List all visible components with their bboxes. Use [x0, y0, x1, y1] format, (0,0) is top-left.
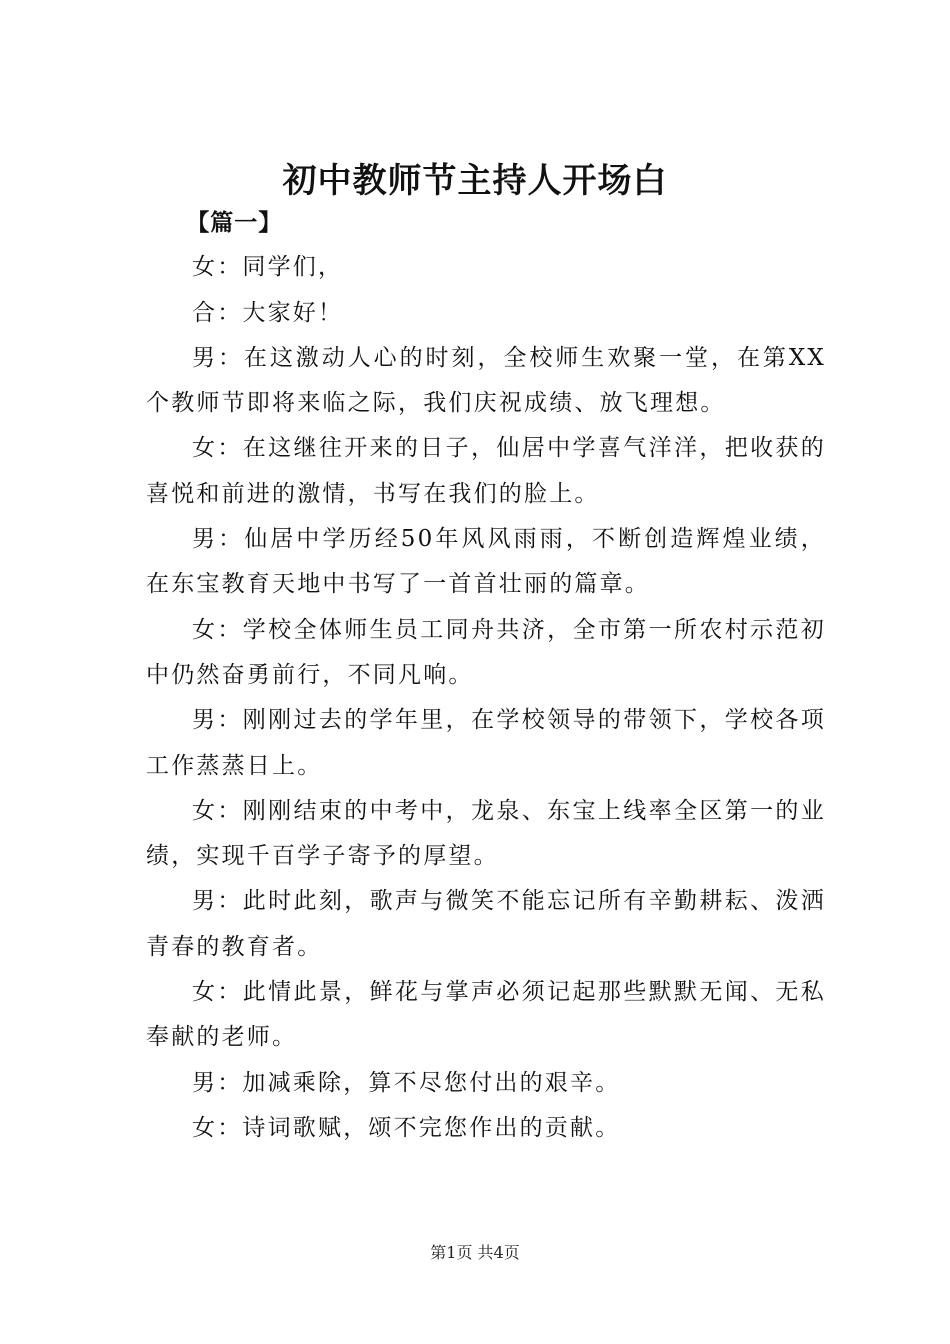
- paragraph: 女：诗词歌赋，颂不完您作出的贡献。: [192, 1114, 621, 1141]
- paragraph: 女：在这继往开来的日子，仙居中学喜气洋洋，把收获的喜悦和前进的激情，书写在我们的脸上。: [146, 435, 826, 507]
- paragraph: 男：刚刚过去的学年里，在学校领导的带领下，学校各项工作蒸蒸日上。: [146, 707, 826, 779]
- page-footer: 第1页 共4页: [430, 1243, 520, 1262]
- paragraph: 女：同学们，: [192, 254, 344, 281]
- paragraph: 男：加减乘除，算不尽您付出的艰辛。: [192, 1069, 621, 1096]
- paragraph: 女：学校全体师生员工同舟共济，全市第一所农村示范初中仍然奋勇前行，不同凡响。: [146, 616, 826, 688]
- paragraph: 男：此时此刻，歌声与微笑不能忘记所有辛勤耕耘、泼洒青春的教育者。: [146, 888, 826, 960]
- paragraph: 女：此情此景，鲜花与掌声必须记起那些默默无闻、无私奉献的老师。: [146, 979, 826, 1051]
- paragraph: 合：大家好！: [192, 299, 344, 326]
- paragraph: 男：仙居中学历经50年风风雨雨，不断创造辉煌业绩，在东宝教育天地中书写了一首首壮丽的篇章。: [146, 526, 826, 598]
- paragraph: 男：在这激动人心的时刻，全校师生欢聚一堂，在第XX个教师节即将来临之际，我们庆祝成绩、放飞理想。: [146, 344, 826, 417]
- section-label: 【篇一】: [186, 209, 283, 236]
- paragraph: 女：刚刚结束的中考中，龙泉、东宝上线率全区第一的业绩，实现千百学子寄予的厚望。: [146, 797, 826, 870]
- document-body: [146, 200, 826, 1151]
- document-title: 初中教师节主持人开场白: [282, 160, 668, 201]
